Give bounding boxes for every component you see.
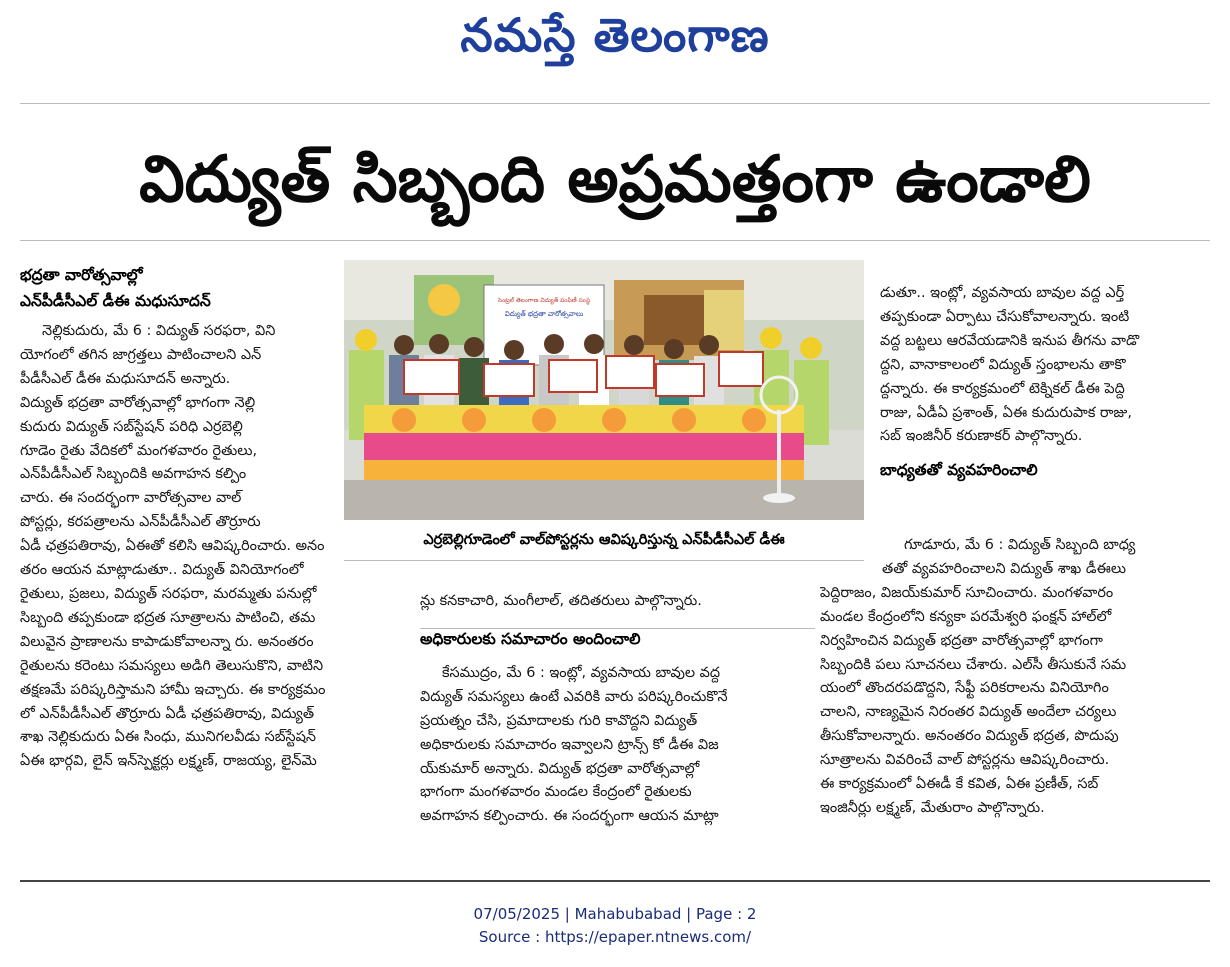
body-line: తీసుకోవాలన్నారు. అనంతరం విద్యుత్ భద్రత, పొదుపు bbox=[820, 728, 1119, 745]
body-line: సబ్ ఇంజినీర్ కరుణాకర్ పాల్గొన్నారు. bbox=[880, 428, 1083, 445]
body-line: డుతూ.. ఇంట్లో, వ్యవసాయ బావుల వద్ద ఎర్త్ bbox=[880, 285, 1125, 301]
masthead-rule bbox=[20, 103, 1210, 104]
body-line: ద్దన్నారు. ఈ కార్యక్రమంలో టెక్నికల్ డీఈ పెద్ది bbox=[880, 380, 1125, 397]
banner-line-2: విద్యుత్ భద్రతా వారోత్సవాలు bbox=[504, 310, 584, 318]
middle-subhead-rule bbox=[420, 628, 815, 629]
body-line: పెద్దిరాజం, విజయ్‌కుమార్ సూచించారు. మంగళవారం bbox=[820, 584, 1114, 601]
footer-source: Source : https://epaper.ntnews.com/ bbox=[478, 928, 752, 946]
photo-caption: ఎర్రబెల్లిగూడెంలో వాల్‌పోస్టర్లను ఆవిష్కరిస్తున్న ఎన్‌పీడీసీఎల్ డీఈ bbox=[423, 532, 785, 548]
body-line: తప్పకుండా ఏర్పాటు చేసుకోవాలన్నారు. ఇంటి bbox=[880, 308, 1130, 325]
body-line: ఎన్‌పీడీసీఎల్ సిబ్బందికి అవగాహన కల్పిం bbox=[20, 466, 247, 483]
body-line: సిబ్బంది తప్పకుండా భద్రత సూత్రాలను పాటించి, తమ bbox=[20, 609, 316, 626]
body-line: వద్ద బట్టలు ఆరవేయడానికి ఇనుప తీగను వాడొ bbox=[880, 332, 1140, 349]
middle-column bbox=[420, 590, 815, 829]
body-line: ద్దని, వానాకాలంలో విద్యుత్ స్తంభాలను తాకొ bbox=[880, 356, 1126, 373]
body-line: చారు. ఈ సందర్భంగా వారోత్సవాల వాల్ bbox=[20, 490, 242, 507]
body-line: విలువైన ప్రాణాలను కాపాడుకోవాలన్నా రు. అనంతరం bbox=[20, 633, 314, 650]
body-line: తరం ఆయన మాట్లాడుతూ.. విద్యుత్ వినియోగంలో bbox=[20, 562, 304, 579]
photo-illustration bbox=[344, 260, 864, 520]
body-line: అవగాహన కల్పించారు. ఈ సందర్భంగా ఆయన మాట్లా bbox=[420, 808, 719, 825]
body-line: మండల కేంద్రంలోని కన్యకా పరమేశ్వరి ఫంక్షన్ హాల్‌లో bbox=[820, 608, 1112, 625]
body-line: గూడూరు, మే 6 : విద్యుత్ సిబ్బంది బాధ్య bbox=[904, 537, 1136, 553]
left-column bbox=[20, 262, 392, 774]
body-line: ఏఈ భార్గవి, లైన్ ఇన్‌స్పెక్టర్లు లక్ష్మణ్, రాజయ్య, లైన్‌మె bbox=[20, 753, 317, 770]
body-line: యోగంలో తగిన జాగ్రత్తలు పాటించాలని ఎన్ bbox=[20, 346, 262, 363]
footer-date-edition: 07/05/2025 | Mahabubabad | Page : 2 bbox=[473, 905, 757, 923]
right-column-bottom bbox=[820, 534, 1210, 821]
left-subhead-2: ఎన్‌పీడీసీఎల్ డీఈ మధుసూదన్ bbox=[20, 292, 211, 310]
right-subhead: బాధ్యతతో వ్యవహరించాలి bbox=[880, 461, 1038, 480]
body-line: కుదురు విద్యుత్ సబ్‌స్టేషన్ పరిధి ఎర్రబెల్లి bbox=[20, 418, 243, 435]
body-line: చాలని, నాణ్యమైన నిరంతర విద్యుత్ అందేలా చర్యలు bbox=[820, 704, 1117, 721]
masthead bbox=[0, 0, 1230, 90]
body-line: రైతులు, ప్రజలు, విద్యుత్ సరఫరా, మరమ్మతు పనుల్లో bbox=[20, 585, 317, 602]
body-line: పోస్టర్లు, కరపత్రాలను ఎన్‌పీడీసీఎల్ తొర్రూరు bbox=[20, 514, 261, 531]
body-line: సిబ్బందికి పలు సూచనలు చేశారు. ఎల్‌సీ తీసుకునే సమ bbox=[820, 656, 1127, 673]
caption-rule bbox=[344, 560, 864, 561]
left-subhead-1: భద్రతా వారోత్సవాల్లో bbox=[20, 266, 143, 284]
body-line: అధికారులకు సమాచారం ఇవ్వాలని ట్రాన్స్ కో డీఈ విజ bbox=[420, 736, 719, 753]
body-line: న్లు కనకాచారి, మంగీలాల్, తదితరులు పాల్గొన్నారు. bbox=[420, 593, 702, 609]
body-line: భాగంగా మంగళవారం మండల కేంద్రంలో రైతులకు bbox=[420, 784, 692, 801]
body-line: రాజు, ఏడీఏ ప్రశాంత్, ఏఈ కుదురుపాక రాజు, bbox=[880, 404, 1132, 421]
body-line: తతో వ్యవహరించాలని విద్యుత్ శాఖ డీఈలు bbox=[882, 560, 1127, 577]
body-line: యంలో తొందరపడొద్దని, సేఫ్టీ పరికరాలను వినియోగిం bbox=[820, 680, 1109, 697]
body-line: ఈ కార్యక్రమంలో ఏఈడీ కే కవిత, ఏఈ ప్రణీత్, సబ్ bbox=[820, 776, 1099, 793]
body-line: విద్యుత్ సమస్యలు ఉంటే ఎవరికి వారు పరిష్కరించుకొనే bbox=[420, 688, 728, 705]
page-bottom-rule bbox=[20, 880, 1210, 882]
headline-rule bbox=[20, 240, 1210, 241]
body-line: పీడీసీఎల్ డీఈ మధుసూదన్ అన్నారు. bbox=[20, 370, 231, 387]
article-photo bbox=[344, 260, 864, 520]
body-line: గూడెం రైతు వేదికలో మంగళవారం రైతులు, bbox=[20, 442, 258, 459]
body-line: లో ఎన్‌పీడీసీఎల్ తొర్రూరు ఏడీ ఛత్రపతిరావు, విద్యుత్ bbox=[20, 705, 315, 722]
body-line: శాఖ నెల్లికుదురు ఏఈ సింధు, మునిగలవీడు సబ్‌స్టేషన్ bbox=[20, 729, 316, 746]
body-line: తక్షణమే పరిష్కరిస్తామని హామీ ఇచ్చారు. ఈ కార్యక్రమం bbox=[20, 681, 326, 698]
body-line: సూత్రాలను వివరించే వాల్ పోస్టర్లను ఆవిష్కరించారు. bbox=[820, 752, 1110, 769]
body-line: నెల్లికుదురు, మే 6 : విద్యుత్ సరఫరా, విని bbox=[42, 323, 276, 339]
banner-line-1: సెంట్రల్ తెలంగాణ విద్యుత్ పంపిణీ సంస్థ bbox=[497, 297, 591, 304]
right-column-top bbox=[880, 282, 1210, 483]
body-line: ఏడీ ఛత్రపతిరావు, ఏఈతో కలిసి ఆవిష్కరించారు. అనం bbox=[20, 538, 325, 555]
body-line: ఇంజినీర్లు లక్ష్మణ్, మేతురాం పాల్గొన్నారు. bbox=[820, 799, 1045, 816]
body-line: నిర్వహించిన విద్యుత్ భద్రతా వారోత్సవాల్లో భాగంగా bbox=[820, 632, 1103, 649]
body-line: విద్యుత్ భద్రతా వారోత్సవాల్లో భాగంగా నెల్లి bbox=[20, 394, 256, 411]
middle-subhead: అధికారులకు సమాచారం అందించాలి bbox=[420, 629, 641, 648]
body-line: రైతులను కరెంటు సమస్యలు అడిగి తెలుసుకొని, వాటిని bbox=[20, 657, 324, 674]
body-line: కేసముద్రం, మే 6 : ఇంట్లో, వ్యవసాయ బావుల వద్ద bbox=[442, 664, 720, 681]
newspaper-logo: నమస్తే తెలంగాణ bbox=[460, 8, 770, 62]
article-headline: విద్యుత్ సిబ్బంది అప్రమత్తంగా ఉండాలి bbox=[139, 143, 1091, 217]
body-line: య్‌కుమార్ అన్నారు. విద్యుత్ భద్రతా వారోత్సవాల్లో bbox=[420, 760, 700, 777]
body-line: ప్రయత్నం చేసి, ప్రమాదాలకు గురి కావొద్దని విద్యుత్ bbox=[420, 712, 698, 729]
